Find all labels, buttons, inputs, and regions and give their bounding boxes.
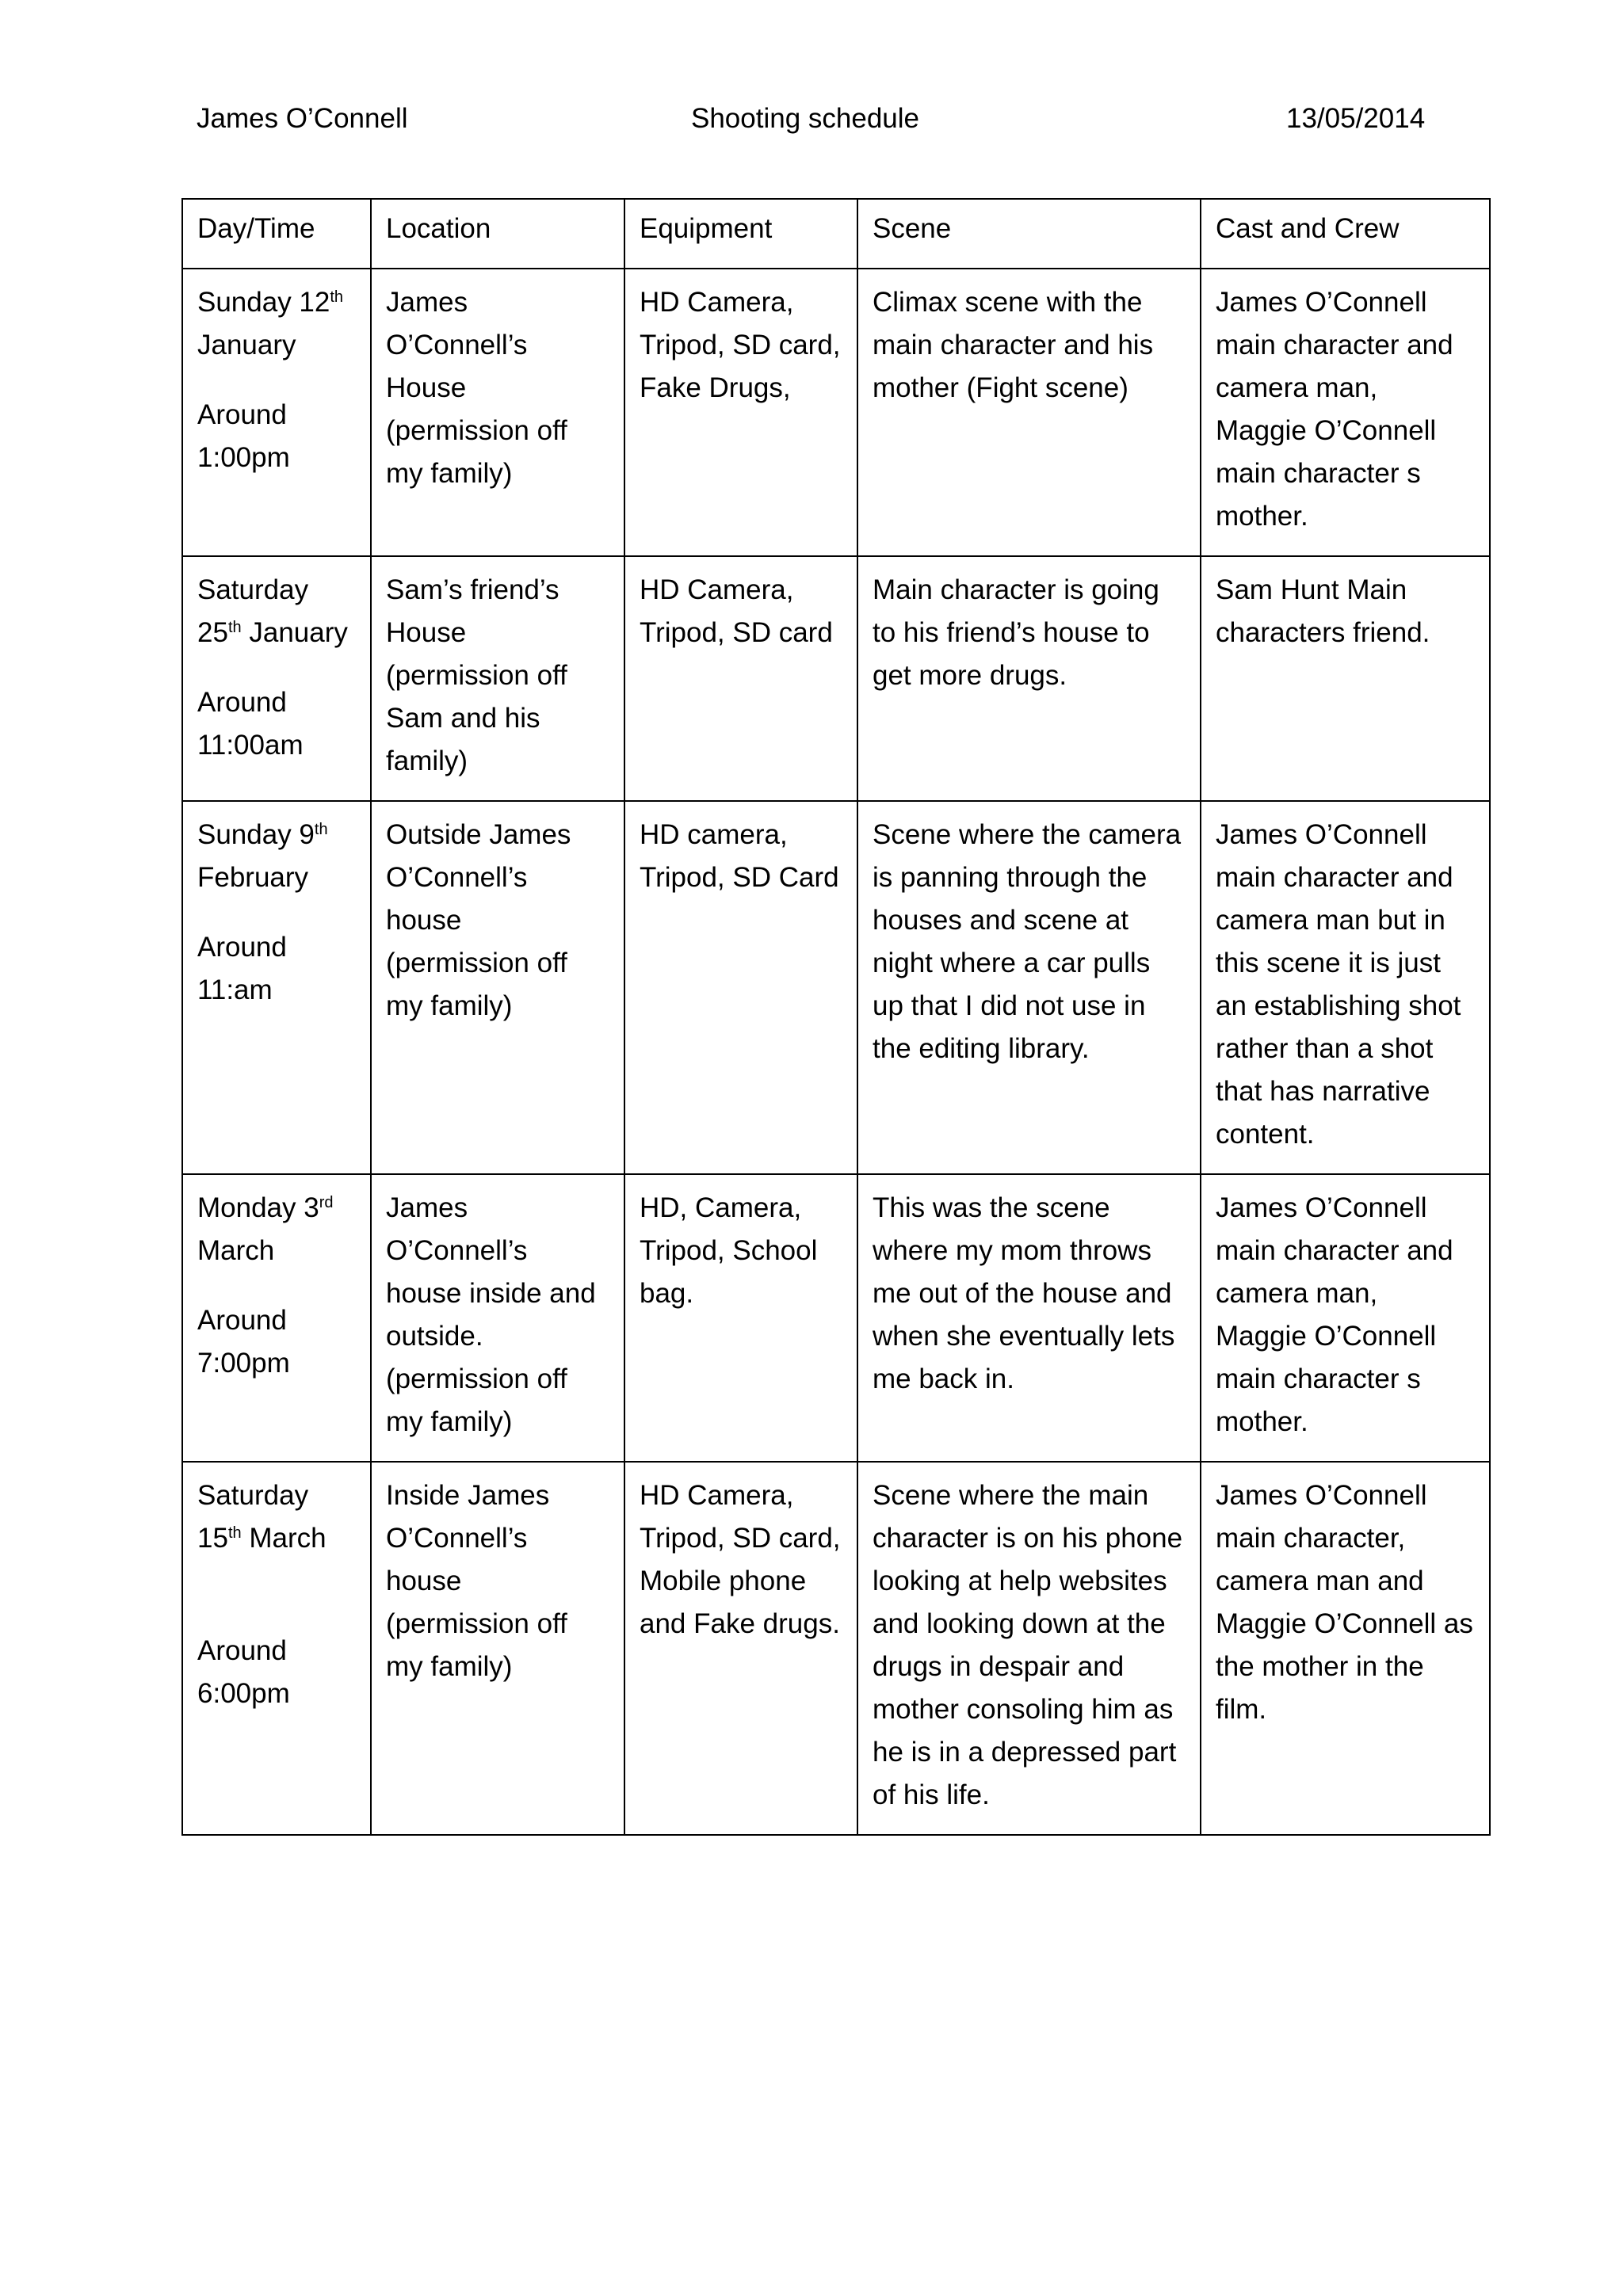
equipment-cell: HD Camera, Tripod, SD card, Mobile phone and Fake drugs. xyxy=(624,1462,857,1835)
month-line: February xyxy=(197,862,309,893)
time-label: Around xyxy=(197,1635,287,1666)
equipment-cell: HD camera, Tripod, SD Card xyxy=(624,801,857,1174)
scene-cell: Scene where the main character is on his phone looking at help websites and looking down at the drugs in despair and mother consoling him as he is in a depressed part of his life. xyxy=(857,1462,1201,1835)
day-line: Sunday 9th xyxy=(197,819,328,850)
location-cell: Sam’s friend’s House (permission off Sam and his family) xyxy=(371,556,624,801)
month-line: March xyxy=(197,1235,275,1266)
day-time-cell xyxy=(182,269,371,556)
month-line: January xyxy=(197,330,296,360)
document-title: Shooting schedule xyxy=(691,103,919,134)
table-row xyxy=(182,1462,1490,1835)
time-label: Around xyxy=(197,399,287,430)
location-cell: Inside James O’Connell’s house (permission off my family) xyxy=(371,1462,624,1835)
time-value: 1:00pm xyxy=(197,442,290,473)
equipment-cell: HD Camera, Tripod, SD card, Fake Drugs, xyxy=(624,269,857,556)
shooting-schedule-table xyxy=(181,198,1491,1836)
page-header xyxy=(0,95,1623,143)
column-header-day-time: Day/Time xyxy=(182,199,371,269)
time-label: Around xyxy=(197,1305,287,1336)
day-line: Monday 3rd xyxy=(197,1192,334,1223)
day-time-cell xyxy=(182,1174,371,1462)
scene-cell: This was the scene where my mom throws me out of the house and when she eventually lets me back in. xyxy=(857,1174,1201,1462)
cast-crew-cell: James O’Connell main character, camera man and Maggie O’Connell as the mother in the film. xyxy=(1201,1462,1490,1835)
scene-cell: Climax scene with the main character and his mother (Fight scene) xyxy=(857,269,1201,556)
document-date: 13/05/2014 xyxy=(1286,103,1426,134)
cast-crew-cell: James O’Connell main character and camera man, Maggie O’Connell main character s mother. xyxy=(1201,269,1490,556)
day-line: Saturday 25th January xyxy=(197,574,348,648)
column-header-location: Location xyxy=(371,199,624,269)
table-header-row xyxy=(182,199,1490,269)
location-cell: James O’Connell’s house inside and outside. (permission off my family) xyxy=(371,1174,624,1462)
cast-crew-cell: James O’Connell main character and camera man, Maggie O’Connell main character s mother. xyxy=(1201,1174,1490,1462)
table-row xyxy=(182,269,1490,556)
table-row xyxy=(182,801,1490,1174)
author-name: James O’Connell xyxy=(197,103,408,134)
location-cell: Outside James O’Connell’s house (permission off my family) xyxy=(371,801,624,1174)
day-time-cell xyxy=(182,556,371,801)
scene-cell: Main character is going to his friend’s house to get more drugs. xyxy=(857,556,1201,801)
time-value: 11:am xyxy=(197,974,273,1005)
cast-crew-cell: James O’Connell main character and camera man but in this scene it is just an establishing shot rather than a shot that has narrative content. xyxy=(1201,801,1490,1174)
location-cell: James O’Connell’s House (permission off my family) xyxy=(371,269,624,556)
scene-cell: Scene where the camera is panning through the houses and scene at night where a car pulls up that I did not use in the editing library. xyxy=(857,801,1201,1174)
day-time-cell xyxy=(182,801,371,1174)
time-value: 6:00pm xyxy=(197,1678,290,1709)
cast-crew-cell: Sam Hunt Main characters friend. xyxy=(1201,556,1490,801)
day-time-cell xyxy=(182,1462,371,1835)
column-header-equipment: Equipment xyxy=(624,199,857,269)
day-line: Sunday 12th xyxy=(197,287,344,318)
table-row xyxy=(182,1174,1490,1462)
equipment-cell: HD, Camera, Tripod, School bag. xyxy=(624,1174,857,1462)
time-value: 11:00am xyxy=(197,730,304,761)
time-value: 7:00pm xyxy=(197,1348,290,1379)
table-row xyxy=(182,556,1490,801)
column-header-scene: Scene xyxy=(857,199,1201,269)
time-label: Around xyxy=(197,932,287,963)
month-line: 15th March xyxy=(197,1523,327,1554)
column-header-cast-crew: Cast and Crew xyxy=(1201,199,1490,269)
equipment-cell: HD Camera, Tripod, SD card xyxy=(624,556,857,801)
day-line: Saturday xyxy=(197,1480,309,1511)
time-label: Around xyxy=(197,687,287,718)
